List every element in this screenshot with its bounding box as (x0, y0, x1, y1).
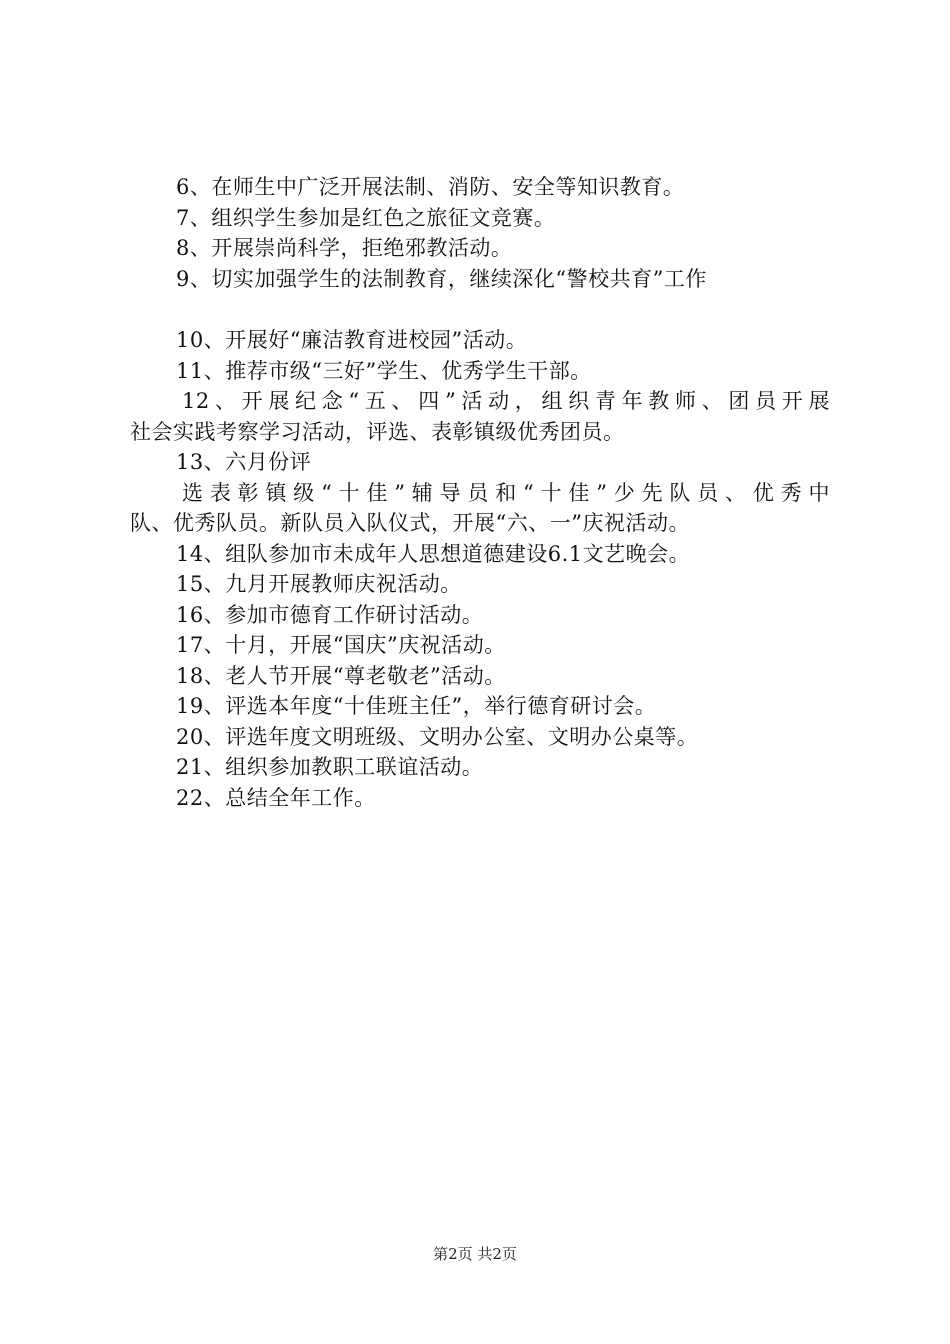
page-footer: 第2页 共2页 (433, 1245, 517, 1263)
list-item: 21、组织参加教职工联谊活动。 (176, 755, 484, 779)
list-item: 13、六月份评 (176, 450, 312, 474)
list-item: 17、十月，开展“国庆”庆祝活动。 (176, 633, 506, 657)
list-item: 8、开展崇尚科学，拒绝邪教活动。 (176, 236, 513, 260)
list-item: 9、切实加强学生的法制教育，继续深化“警校共育”工作 (176, 266, 707, 291)
document-body (130, 172, 830, 813)
list-item-continuation: 社会实践考察学习活动，评选、表彰镇级优秀团员。 (130, 419, 625, 444)
list-item: 16、参加市德育工作研讨活动。 (176, 602, 484, 627)
list-item: 19、评选本年度“十佳班主任”，举行德育研讨会。 (176, 694, 657, 718)
list-item: 10、开展好“廉洁教育进校园”活动。 (176, 328, 528, 352)
list-item: 22、总结全年工作。 (176, 785, 376, 810)
list-item: 15、九月开展教师庆祝活动。 (176, 572, 462, 596)
list-item: 6、在师生中广泛开展法制、消防、安全等知识教育。 (176, 175, 685, 199)
list-item: 20、评选年度文明班级、文明办公室、文明办公桌等。 (176, 724, 699, 749)
list-item: 7、组织学生参加是红色之旅征文竞赛。 (176, 205, 556, 230)
list-item: 11、推荐市级“三好”学生、优秀学生干部。 (176, 358, 592, 383)
list-item: 12、开展纪念“五、四”活动，组织青年教师、团员开展 (182, 389, 830, 413)
list-item: 18、老人节开展“尊老敬老”活动。 (176, 663, 506, 688)
list-item-continuation: 队、优秀队员。新队员入队仪式，开展“六、一”庆祝活动。 (130, 511, 690, 535)
list-item: 14、组队参加市未成年人思想道德建设6.1文艺晚会。 (176, 541, 691, 566)
list-item-continuation: 选表彰镇级“十佳”辅导员和“十佳”少先队员、优秀中 (182, 480, 830, 505)
